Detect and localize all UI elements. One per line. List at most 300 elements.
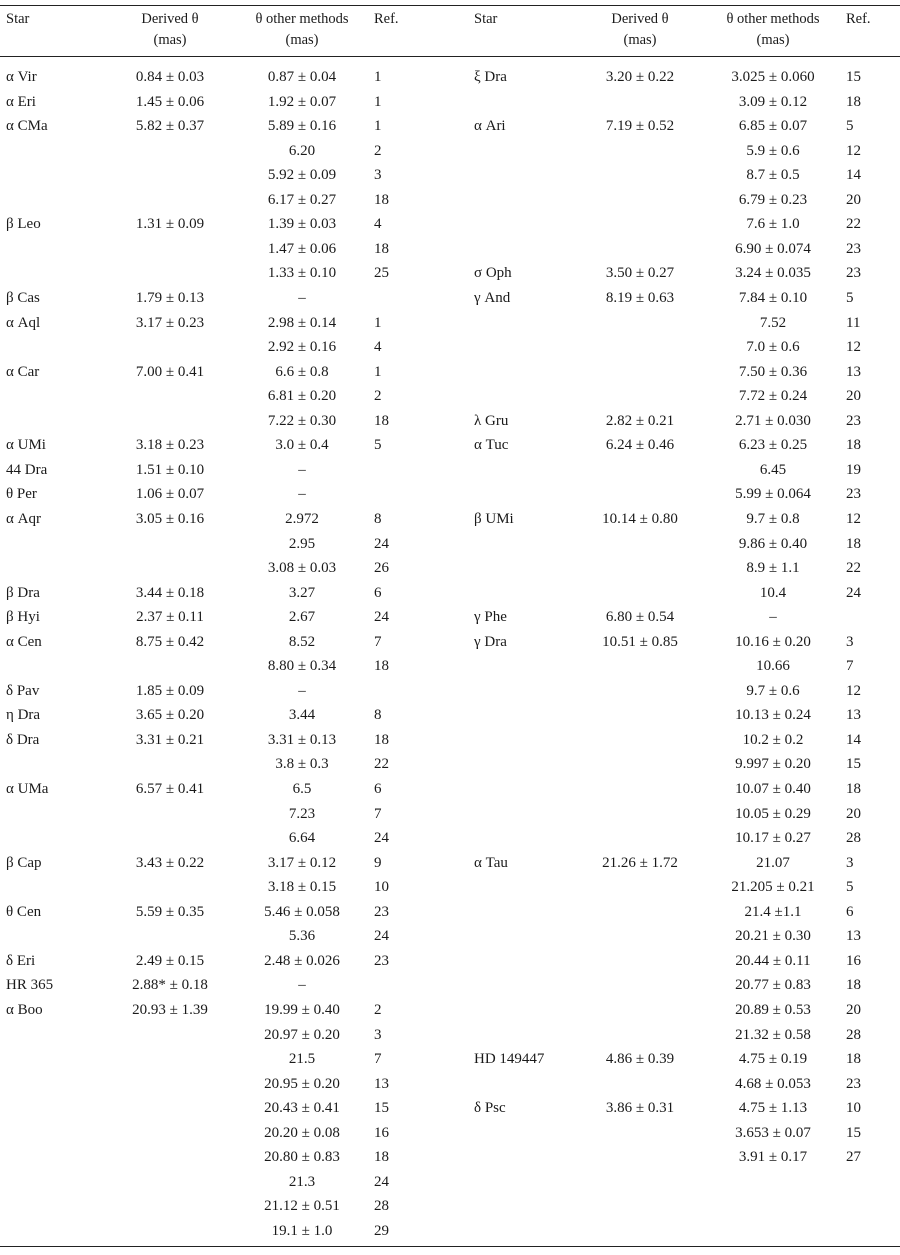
star-name-cell: α Ari: [474, 118, 506, 135]
table-row: [0, 116, 900, 140]
star-name-cell: δ Dra: [6, 731, 40, 748]
reference-cell: 24: [374, 609, 389, 626]
other-methods-theta-cell: 6.6 ± 0.8: [275, 363, 329, 380]
other-methods-theta-cell: 1.39 ± 0.03: [267, 216, 337, 233]
reference-cell: 7: [374, 805, 382, 822]
derived-theta-cell: 3.86 ± 0.31: [605, 1100, 675, 1117]
table-row: [0, 607, 900, 631]
table-row: [0, 1025, 900, 1049]
derived-theta-cell: 7.00 ± 0.41: [135, 363, 205, 380]
reference-cell: 20: [846, 1001, 861, 1018]
reference-cell: 9: [374, 854, 382, 871]
reference-cell: 1: [374, 69, 382, 85]
other-methods-theta-cell: 3.8 ± 0.3: [275, 756, 329, 773]
other-methods-theta-cell: 7.22 ± 0.30: [267, 412, 337, 429]
other-methods-theta-cell: 8.52: [288, 633, 316, 650]
reference-cell: 12: [846, 510, 861, 527]
other-methods-theta-cell: –: [298, 290, 306, 306]
reference-cell: 18: [846, 1051, 861, 1067]
header-rule: [0, 56, 900, 57]
other-methods-theta-cell: 7.6 ± 1.0: [746, 216, 800, 233]
table-row: [0, 313, 900, 337]
reference-cell: 2: [374, 1001, 382, 1018]
table-row: [0, 141, 900, 165]
header-ref-left: Ref.: [374, 11, 399, 27]
other-methods-theta-cell: 21.3: [288, 1173, 316, 1190]
table-row: [0, 1000, 900, 1024]
table-row: [0, 288, 900, 312]
reference-cell: 23: [846, 412, 861, 429]
reference-cell: 23: [374, 903, 389, 920]
other-methods-theta-cell: –: [769, 609, 777, 626]
reference-cell: 22: [846, 560, 861, 576]
other-methods-theta-cell: 5.99 ± 0.064: [735, 486, 811, 503]
reference-cell: 7: [846, 658, 854, 675]
star-name-cell: δ Pav: [6, 682, 40, 699]
reference-cell: 26: [374, 560, 389, 576]
star-name-cell: α Vir: [6, 69, 37, 85]
star-name-cell: λ Gru: [474, 412, 509, 429]
reference-cell: 3: [374, 167, 382, 184]
reference-cell: 23: [374, 952, 389, 969]
other-methods-theta-cell: 20.44 ± 0.11: [735, 952, 811, 969]
other-methods-theta-cell: 3.17 ± 0.12: [267, 854, 337, 871]
reference-cell: 5: [846, 118, 854, 135]
header-other-left: θ other methods: [255, 11, 349, 27]
derived-theta-cell: 10.51 ± 0.85: [602, 633, 678, 650]
reference-cell: 7: [374, 1051, 382, 1067]
other-methods-theta-cell: 19.99 ± 0.40: [264, 1001, 340, 1018]
reference-cell: 1: [374, 363, 382, 380]
derived-theta-cell: 5.59 ± 0.35: [135, 903, 205, 920]
other-methods-theta-cell: 10.05 ± 0.29: [735, 805, 811, 822]
derived-theta-cell: 8.75 ± 0.42: [135, 633, 205, 650]
reference-cell: 20: [846, 191, 861, 208]
other-methods-theta-cell: 6.79 ± 0.23: [738, 191, 808, 208]
other-methods-theta-cell: 8.7 ± 0.5: [746, 167, 800, 184]
star-name-cell: α UMi: [6, 437, 46, 454]
other-methods-theta-cell: 6.64: [288, 830, 316, 847]
other-methods-theta-cell: 3.18 ± 0.15: [267, 879, 337, 896]
star-name-cell: η Dra: [6, 707, 41, 724]
derived-theta-cell: 3.05 ± 0.16: [135, 510, 205, 527]
reference-cell: 19: [846, 461, 861, 478]
other-methods-theta-cell: 21.205 ± 0.21: [731, 879, 815, 896]
reference-cell: 13: [846, 363, 861, 380]
other-methods-theta-cell: 10.07 ± 0.40: [735, 781, 811, 797]
star-name-cell: HR 365: [6, 977, 54, 994]
star-name-cell: δ Eri: [6, 952, 36, 969]
table-row: [0, 730, 900, 754]
derived-theta-cell: 3.50 ± 0.27: [605, 265, 675, 282]
reference-cell: 14: [846, 167, 861, 184]
derived-theta-cell: 1.51 ± 0.10: [135, 461, 205, 478]
table-row: [0, 509, 900, 533]
reference-cell: 27: [846, 1149, 861, 1166]
other-methods-theta-cell: 7.23: [288, 805, 316, 822]
other-methods-theta-cell: 9.997 ± 0.20: [735, 756, 811, 773]
reference-cell: 15: [846, 756, 861, 773]
derived-theta-cell: 1.45 ± 0.06: [135, 93, 205, 110]
table-row: [0, 190, 900, 214]
reference-cell: 11: [846, 314, 861, 331]
other-methods-theta-cell: 3.0 ± 0.4: [275, 437, 329, 454]
reference-cell: 28: [374, 1198, 389, 1215]
reference-cell: 8: [374, 510, 382, 527]
table-row: [0, 632, 900, 656]
reference-cell: 18: [374, 412, 389, 429]
other-methods-theta-cell: 20.21 ± 0.30: [735, 928, 811, 945]
header-derived-unit-left: (mas): [153, 32, 187, 48]
other-methods-theta-cell: 10.66: [756, 658, 790, 675]
reference-cell: 13: [374, 1075, 389, 1092]
reference-cell: 28: [846, 1026, 861, 1043]
derived-theta-cell: 4.86 ± 0.39: [605, 1051, 675, 1067]
reference-cell: 5: [374, 437, 382, 454]
derived-theta-cell: 1.79 ± 0.13: [135, 290, 205, 306]
reference-cell: 3: [374, 1026, 382, 1043]
table-row: [0, 239, 900, 263]
other-methods-theta-cell: 10.13 ± 0.24: [735, 707, 811, 724]
other-methods-theta-cell: 21.4 ±1.1: [744, 903, 802, 920]
star-name-cell: θ Cen: [6, 903, 42, 920]
table-row: [0, 705, 900, 729]
reference-cell: 20: [846, 388, 861, 405]
reference-cell: 2: [374, 388, 382, 405]
derived-theta-cell: 6.24 ± 0.46: [605, 437, 675, 454]
table-row: [0, 754, 900, 778]
derived-theta-cell: 7.19 ± 0.52: [605, 118, 675, 135]
derived-theta-cell: 3.18 ± 0.23: [135, 437, 205, 454]
table-row: [0, 67, 900, 91]
reference-cell: 28: [846, 830, 861, 847]
table-row: [0, 534, 900, 558]
reference-cell: 15: [846, 69, 861, 85]
derived-theta-cell: 21.26 ± 1.72: [602, 854, 678, 871]
table-row: [0, 484, 900, 508]
table-row: [0, 386, 900, 410]
table-row: [0, 1049, 900, 1073]
derived-theta-cell: 6.57 ± 0.41: [135, 781, 205, 797]
table-row: [0, 165, 900, 189]
other-methods-theta-cell: 19.1 ± 1.0: [271, 1222, 333, 1239]
table-row: [0, 926, 900, 950]
star-name-cell: β Leo: [6, 216, 41, 233]
star-name-cell: β Hyi: [6, 609, 40, 626]
reference-cell: 14: [846, 731, 861, 748]
other-methods-theta-cell: 3.44: [288, 707, 316, 724]
other-methods-theta-cell: 4.75 ± 1.13: [738, 1100, 808, 1117]
other-methods-theta-cell: 4.75 ± 0.19: [738, 1051, 808, 1067]
derived-theta-cell: 3.20 ± 0.22: [605, 69, 675, 85]
other-methods-theta-cell: 5.46 ± 0.058: [264, 903, 340, 920]
other-methods-theta-cell: 21.32 ± 0.58: [735, 1026, 811, 1043]
reference-cell: 1: [374, 93, 382, 110]
reference-cell: 1: [374, 118, 382, 135]
other-methods-theta-cell: –: [298, 977, 306, 994]
other-methods-theta-cell: –: [298, 486, 306, 503]
other-methods-theta-cell: 5.36: [288, 928, 316, 945]
other-methods-theta-cell: 3.27: [288, 584, 316, 601]
reference-cell: 24: [374, 830, 389, 847]
reference-cell: 3: [846, 854, 854, 871]
derived-theta-cell: 3.65 ± 0.20: [135, 707, 205, 724]
header-other-unit-right: (mas): [756, 32, 790, 48]
other-methods-theta-cell: 9.7 ± 0.6: [746, 682, 800, 699]
reference-cell: 18: [374, 1149, 389, 1166]
other-methods-theta-cell: 21.5: [288, 1051, 316, 1067]
derived-theta-cell: 10.14 ± 0.80: [602, 510, 678, 527]
other-methods-theta-cell: 3.653 ± 0.07: [735, 1124, 811, 1141]
star-name-cell: δ Psc: [474, 1100, 506, 1117]
reference-cell: 22: [846, 216, 861, 233]
table-row: [0, 1123, 900, 1147]
star-name-cell: β Dra: [6, 584, 40, 601]
other-methods-theta-cell: 2.98 ± 0.14: [267, 314, 337, 331]
table-row: [0, 656, 900, 680]
derived-theta-cell: 2.82 ± 0.21: [605, 412, 675, 429]
reference-cell: 4: [374, 339, 382, 356]
derived-theta-cell: 8.19 ± 0.63: [605, 290, 675, 306]
reference-cell: 4: [374, 216, 382, 233]
other-methods-theta-cell: 2.67: [288, 609, 316, 626]
other-methods-theta-cell: 5.9 ± 0.6: [746, 142, 800, 159]
star-name-cell: γ Dra: [474, 633, 507, 650]
star-name-cell: α Eri: [6, 93, 36, 110]
other-methods-theta-cell: 10.2 ± 0.2: [742, 731, 804, 748]
star-name-cell: α Tau: [474, 854, 508, 871]
star-name-cell: β Cas: [6, 290, 40, 306]
other-methods-theta-cell: 20.43 ± 0.41: [264, 1100, 340, 1117]
reference-cell: 15: [846, 1124, 861, 1141]
derived-theta-cell: 3.17 ± 0.23: [135, 314, 205, 331]
reference-cell: 16: [846, 952, 861, 969]
other-methods-theta-cell: 3.31 ± 0.13: [267, 731, 337, 748]
other-methods-theta-cell: 8.9 ± 1.1: [746, 560, 800, 576]
derived-theta-cell: 3.44 ± 0.18: [135, 584, 205, 601]
star-name-cell: 44 Dra: [6, 461, 48, 478]
table-row: [0, 853, 900, 877]
table-row: [0, 1221, 900, 1245]
other-methods-theta-cell: 2.972: [285, 510, 319, 527]
other-methods-theta-cell: 20.89 ± 0.53: [735, 1001, 811, 1018]
table-row: [0, 902, 900, 926]
other-methods-theta-cell: 2.71 ± 0.030: [735, 412, 811, 429]
reference-cell: 16: [374, 1124, 389, 1141]
table-row: [0, 411, 900, 435]
other-methods-theta-cell: 6.17 ± 0.27: [267, 191, 337, 208]
header-other-unit-left: (mas): [285, 32, 319, 48]
other-methods-theta-cell: 8.80 ± 0.34: [267, 658, 337, 675]
star-name-cell: α UMa: [6, 781, 49, 797]
other-methods-theta-cell: 6.5: [292, 781, 312, 797]
table-row: [0, 951, 900, 975]
star-name-cell: α Cen: [6, 633, 42, 650]
other-methods-theta-cell: 0.87 ± 0.04: [267, 69, 337, 85]
other-methods-theta-cell: 6.45: [759, 461, 787, 478]
table-row: [0, 1098, 900, 1122]
other-methods-theta-cell: 20.20 ± 0.08: [264, 1124, 340, 1141]
other-methods-theta-cell: 7.0 ± 0.6: [746, 339, 800, 356]
other-methods-theta-cell: 6.23 ± 0.25: [738, 437, 808, 454]
other-methods-theta-cell: 10.4: [759, 584, 787, 601]
other-methods-theta-cell: 5.92 ± 0.09: [267, 167, 337, 184]
reference-cell: 15: [374, 1100, 389, 1117]
other-methods-theta-cell: –: [298, 682, 306, 699]
header-ref-right: Ref.: [846, 11, 871, 27]
reference-cell: 5: [846, 290, 854, 306]
other-methods-theta-cell: 7.50 ± 0.36: [738, 363, 808, 380]
table-row: [0, 779, 900, 803]
star-name-cell: α CMa: [6, 118, 48, 135]
derived-theta-cell: 20.93 ± 1.39: [132, 1001, 208, 1018]
reference-cell: 8: [374, 707, 382, 724]
star-name-cell: β Cap: [6, 854, 42, 871]
reference-cell: 13: [846, 928, 861, 945]
star-name-cell: α Aql: [6, 314, 41, 331]
reference-cell: 22: [374, 756, 389, 773]
star-name-cell: HD 149447: [474, 1051, 545, 1067]
reference-cell: 18: [374, 240, 389, 257]
reference-cell: 18: [374, 191, 389, 208]
other-methods-theta-cell: 3.08 ± 0.03: [267, 560, 337, 576]
table-row: [0, 558, 900, 582]
table-row: [0, 804, 900, 828]
reference-cell: 23: [846, 240, 861, 257]
table-row: [0, 263, 900, 287]
derived-theta-cell: 3.31 ± 0.21: [135, 731, 205, 748]
other-methods-theta-cell: 1.47 ± 0.06: [267, 240, 337, 257]
other-methods-theta-cell: 3.025 ± 0.060: [731, 69, 815, 85]
table-row: [0, 975, 900, 999]
reference-cell: 3: [846, 633, 854, 650]
table-row: [0, 435, 900, 459]
header-derived-right: Derived θ: [611, 11, 669, 27]
reference-cell: 7: [374, 633, 382, 650]
derived-theta-cell: 2.49 ± 0.15: [135, 952, 205, 969]
reference-cell: 18: [846, 781, 861, 797]
derived-theta-cell: 1.85 ± 0.09: [135, 682, 205, 699]
reference-cell: 5: [846, 879, 854, 896]
derived-theta-cell: 6.80 ± 0.54: [605, 609, 675, 626]
table-row: [0, 877, 900, 901]
other-methods-theta-cell: 10.16 ± 0.20: [735, 633, 811, 650]
other-methods-theta-cell: 10.17 ± 0.27: [735, 830, 811, 847]
star-name-cell: σ Oph: [474, 265, 512, 282]
other-methods-theta-cell: 2.92 ± 0.16: [267, 339, 337, 356]
reference-cell: 29: [374, 1222, 389, 1239]
other-methods-theta-cell: 6.85 ± 0.07: [738, 118, 808, 135]
table-row: [0, 1147, 900, 1171]
other-methods-theta-cell: 3.09 ± 0.12: [738, 93, 808, 110]
reference-cell: 1: [374, 314, 382, 331]
star-name-cell: θ Per: [6, 486, 37, 503]
reference-cell: 12: [846, 339, 861, 356]
other-methods-theta-cell: 7.72 ± 0.24: [738, 388, 808, 405]
other-methods-theta-cell: 1.33 ± 0.10: [267, 265, 337, 282]
table-row: [0, 681, 900, 705]
other-methods-theta-cell: 20.95 ± 0.20: [264, 1075, 340, 1092]
reference-cell: 6: [374, 781, 382, 797]
reference-cell: 18: [374, 658, 389, 675]
other-methods-theta-cell: 2.48 ± 0.026: [264, 952, 340, 969]
header-derived-left: Derived θ: [141, 11, 199, 27]
other-methods-theta-cell: 3.24 ± 0.035: [735, 265, 811, 282]
header-star-left: Star: [6, 11, 30, 27]
table-row: [0, 460, 900, 484]
table-row: [0, 828, 900, 852]
reference-cell: 18: [846, 977, 861, 994]
reference-cell: 6: [374, 584, 382, 601]
other-methods-theta-cell: 6.90 ± 0.074: [735, 240, 811, 257]
other-methods-theta-cell: 7.84 ± 0.10: [738, 290, 808, 306]
table-row: [0, 583, 900, 607]
other-methods-theta-cell: 2.95: [288, 535, 316, 552]
other-methods-theta-cell: 6.20: [288, 142, 316, 159]
other-methods-theta-cell: 21.07: [756, 854, 790, 871]
reference-cell: 23: [846, 486, 861, 503]
reference-cell: 24: [374, 928, 389, 945]
star-name-cell: γ Phe: [474, 609, 507, 626]
other-methods-theta-cell: 20.80 ± 0.83: [264, 1149, 340, 1166]
star-name-cell: β UMi: [474, 510, 514, 527]
other-methods-theta-cell: 3.91 ± 0.17: [738, 1149, 808, 1166]
other-methods-theta-cell: 21.12 ± 0.51: [264, 1198, 340, 1215]
derived-theta-cell: 3.43 ± 0.22: [135, 854, 205, 871]
star-name-cell: α Boo: [6, 1001, 43, 1018]
reference-cell: 24: [374, 1173, 389, 1190]
star-name-cell: α Car: [6, 363, 40, 380]
table-row: [0, 92, 900, 116]
reference-cell: 18: [846, 437, 861, 454]
other-methods-theta-cell: 9.86 ± 0.40: [738, 535, 808, 552]
other-methods-theta-cell: 7.52: [759, 314, 787, 331]
other-methods-theta-cell: 20.77 ± 0.83: [735, 977, 811, 994]
star-name-cell: α Aqr: [6, 510, 41, 527]
derived-theta-cell: 1.31 ± 0.09: [135, 216, 205, 233]
reference-cell: 24: [846, 584, 861, 601]
star-name-cell: γ And: [474, 290, 511, 306]
bottom-rule: [0, 1246, 900, 1247]
reference-cell: 13: [846, 707, 861, 724]
header-star-right: Star: [474, 11, 498, 27]
reference-cell: 25: [374, 265, 389, 282]
derived-theta-cell: 5.82 ± 0.37: [135, 118, 205, 135]
table-row: [0, 1074, 900, 1098]
reference-cell: 6: [846, 903, 854, 920]
reference-cell: 18: [374, 731, 389, 748]
other-methods-theta-cell: 1.92 ± 0.07: [267, 93, 337, 110]
derived-theta-cell: 1.06 ± 0.07: [135, 486, 205, 503]
reference-cell: 18: [846, 535, 861, 552]
top-rule: [0, 5, 900, 6]
table-row: [0, 337, 900, 361]
other-methods-theta-cell: –: [298, 461, 306, 478]
derived-theta-cell: 2.88* ± 0.18: [132, 977, 208, 994]
other-methods-theta-cell: 4.68 ± 0.053: [735, 1075, 811, 1092]
reference-cell: 10: [846, 1100, 861, 1117]
reference-cell: 23: [846, 1075, 861, 1092]
header-other-right: θ other methods: [726, 11, 820, 27]
table-row: [0, 1172, 900, 1196]
reference-cell: 2: [374, 142, 382, 159]
other-methods-theta-cell: 5.89 ± 0.16: [267, 118, 337, 135]
table-row: [0, 362, 900, 386]
other-methods-theta-cell: 6.81 ± 0.20: [267, 388, 337, 405]
star-name-cell: ξ Dra: [474, 69, 507, 85]
header-derived-unit-right: (mas): [623, 32, 657, 48]
reference-cell: 24: [374, 535, 389, 552]
